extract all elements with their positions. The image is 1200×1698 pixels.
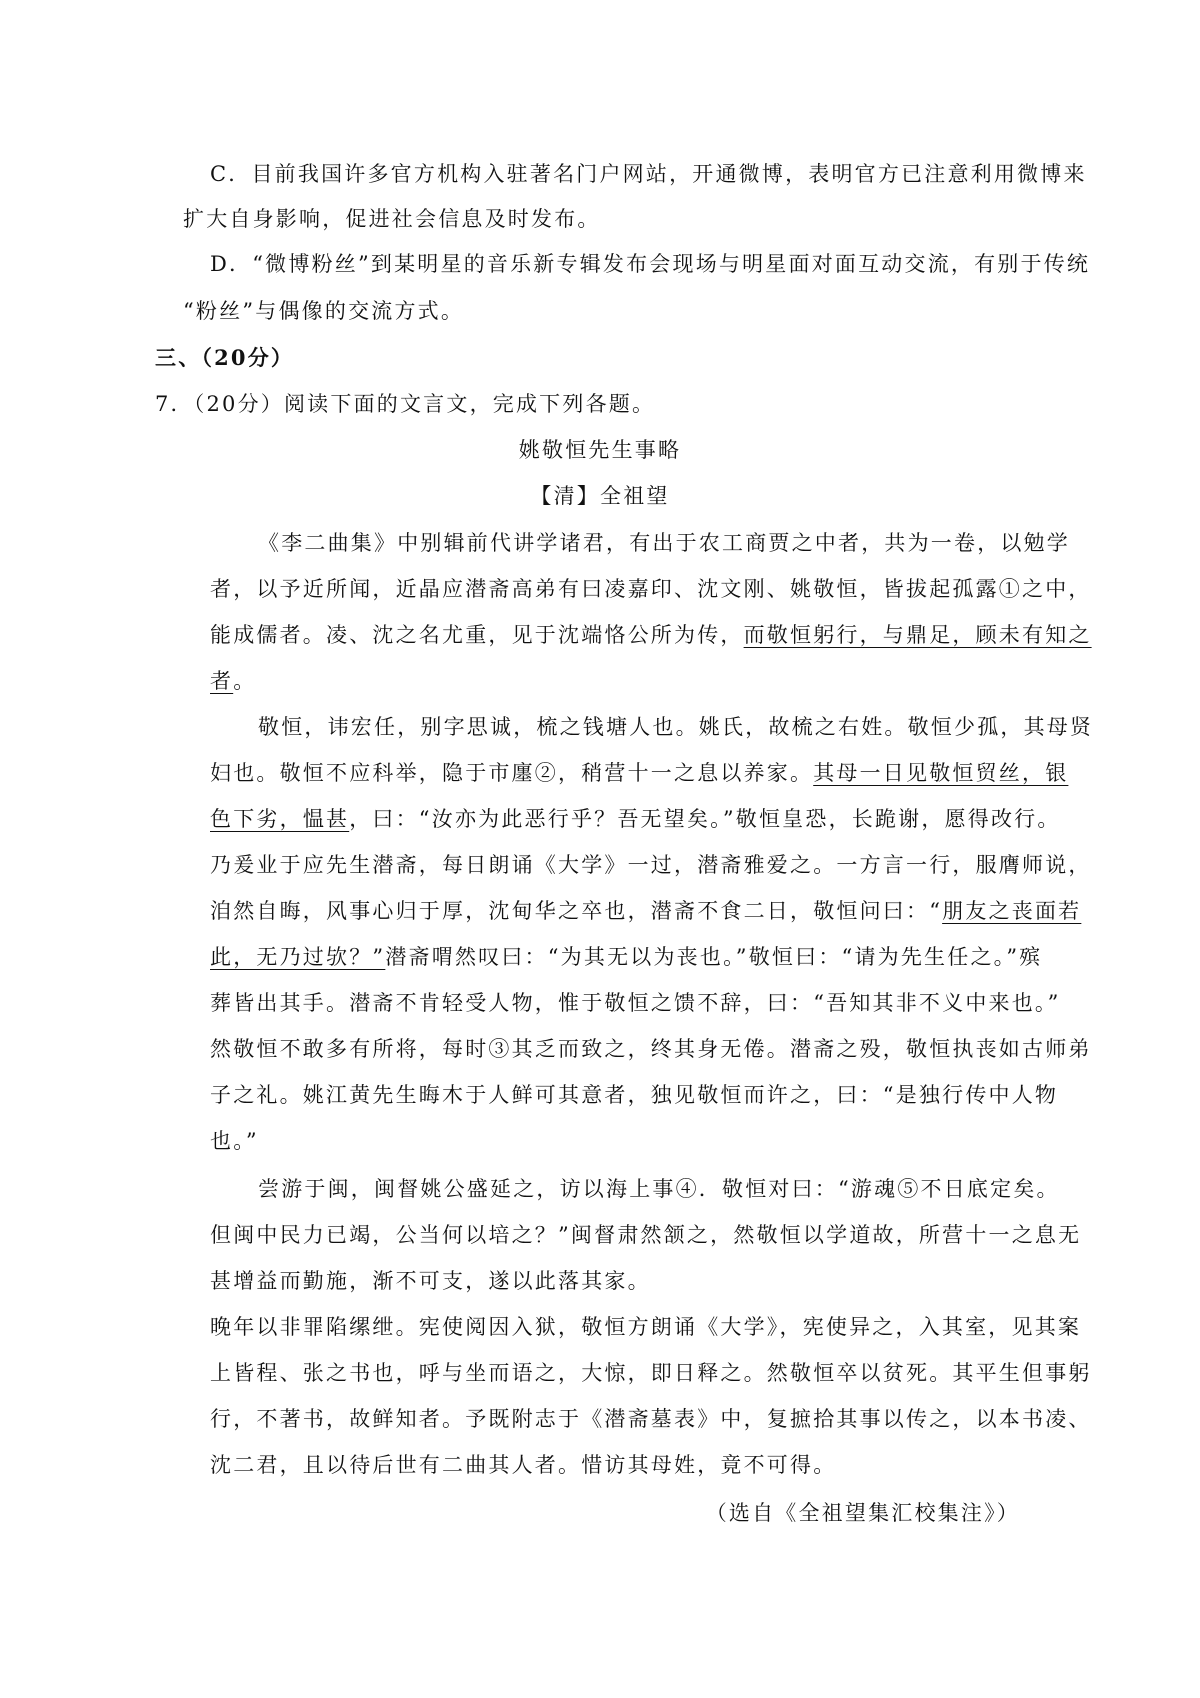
underlined-sentence-1-part-2: 者 — [210, 669, 234, 693]
option-c-line-1: C．目前我国许多官方机构入驻著名门户网站，开通微博，表明官方已注意利用微博来 — [210, 162, 1087, 186]
paragraph-2-line-1: 敬恒，讳宏任，别字思诚，梳之钱塘人也。姚氏，故梳之右姓。敬恒少孤，其母贤 — [258, 715, 1094, 739]
paragraph-2-line-2-text: 妇也。敬恒不应科举，隐于市廛②，稍营十一之息以养家。 — [210, 761, 814, 785]
paragraph-2-line-3-text: ，曰：“汝亦为此恶行乎？吾无望矣。”敬恒皇恐，长跪谢，愿得改行。 — [349, 807, 1061, 831]
paragraph-2-line-8: 然敬恒不敢多有所将，每时③其乏而致之，终其身无倦。潜斋之殁，敬恒执丧如古师弟 — [210, 1037, 1092, 1061]
option-d-line-1: D．“微博粉丝”到某明星的音乐新专辑发布会现场与明星面对面互动交流，有别于传统 — [210, 252, 1091, 276]
paragraph-1-line-3-text: 能成儒者。凌、沈之名尤重，见于沈端恪公所为传， — [210, 623, 744, 647]
question-prompt: 7．（20分）阅读下面的文言文，完成下列各题。 — [155, 392, 656, 416]
paragraph-2-line-2 — [210, 759, 1068, 787]
paragraph-2-line-10: 也。” — [210, 1129, 259, 1153]
paragraph-4-line-4: 沈二君，且以待后世有二曲其人者。惜访其母姓，竟不可得。 — [210, 1453, 837, 1477]
paragraph-2-line-6-text: 潜斋喟然叹曰：“为其无以为丧也。”敬恒曰：“请为先生任之。”殡 — [385, 945, 1043, 969]
paragraph-2-line-7: 葬皆出其手。潜斋不肯轻受人物，惟于敬恒之馈不辞，曰：“吾知其非不义中来也。” — [210, 991, 1061, 1015]
paragraph-2-line-5 — [210, 897, 1081, 925]
section-heading: 三、（20分） — [155, 345, 295, 370]
paragraph-1-line-4 — [210, 667, 256, 695]
underlined-sentence-1-part-1: 而敬恒躬行，与鼎足，顾未有知之 — [743, 623, 1092, 647]
paragraph-3-line-1: 尝游于闽，闽督姚公盛延之，访以海上事④．敬恒对曰：“游魂⑤不日底定矣。 — [258, 1177, 1060, 1201]
option-c-line-2: 扩大自身影响，促进社会信息及时发布。 — [183, 207, 601, 231]
underlined-sentence-3-part-2: 此，无乃过欤？” — [210, 945, 386, 969]
underlined-sentence-2-part-1: 其母一日见敬恒贸丝，银 — [813, 761, 1069, 785]
paragraph-3-line-2: 但闽中民力已竭，公当何以培之？”闽督肃然颔之，然敬恒以学道故，所营十一之息无 — [210, 1223, 1082, 1247]
paragraph-4-line-3: 行，不著书，故鲜知者。予既附志于《潜斋墓表》中，复摭拾其事以传之，以本书凌、 — [210, 1407, 1092, 1431]
paragraph-4-line-1: 晚年以非罪陷缧绁。宪使阅因入狱，敬恒方朗诵《大学》，宪使异之，入其室，见其案 — [210, 1315, 1082, 1339]
paragraph-4-line-2: 上皆程、张之书也，呼与坐而语之，大惊，即日释之。然敬恒卒以贫死。其平生但事躬 — [210, 1361, 1092, 1385]
source-citation: （选自《全祖望集汇校集注》） — [705, 1501, 1020, 1525]
paragraph-3-line-3: 甚增益而勤施，渐不可支，遂以此落其家。 — [210, 1269, 651, 1293]
paragraph-2-line-3 — [210, 805, 1061, 833]
paragraph-2-line-5-text: 洎然自晦，风事心归于厚，沈甸华之卒也，潜斋不食二日，敬恒问曰：“ — [210, 899, 943, 923]
paragraph-1-line-1: 《李二曲集》中别辑前代讲学诸君，有出于农工商贾之中者，共为一卷，以勉学 — [258, 531, 1070, 555]
paragraph-1-line-2: 者，以予近所闻，近晶应潜斋高弟有曰凌嘉印、沈文刚、姚敬恒，皆拔起孤露①之中， — [210, 577, 1092, 601]
paragraph-1-line-4-text: 。 — [233, 669, 257, 693]
article-title: 姚敬恒先生事略 — [518, 438, 682, 462]
option-d-line-2: “粉丝”与偶像的交流方式。 — [183, 299, 465, 323]
underlined-sentence-3-part-1: 朋友之丧面若 — [942, 899, 1082, 923]
underlined-sentence-2-part-2: 色下劣，愠甚 — [210, 807, 350, 831]
paragraph-2-line-6 — [210, 943, 1043, 971]
article-author: 【清】全祖望 — [530, 484, 670, 508]
paragraph-1-line-3 — [210, 621, 1092, 649]
paragraph-2-line-9: 子之礼。姚江黄先生晦木于人鲜可其意者，独见敬恒而许之，曰：“是独行传中人物 — [210, 1083, 1059, 1107]
paragraph-2-line-4: 乃爰业于应先生潜斋，每日朗诵《大学》一过，潜斋雅爱之。一方言一行，服膺师说， — [210, 853, 1092, 877]
